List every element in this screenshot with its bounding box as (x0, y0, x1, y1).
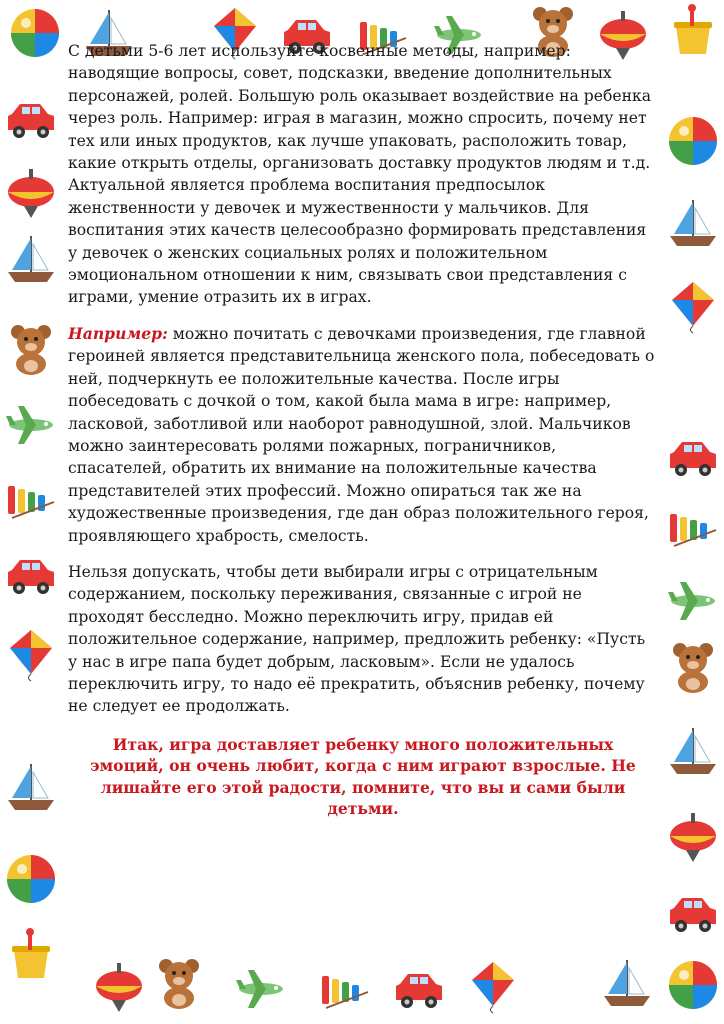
bucket-icon (666, 4, 720, 58)
car-icon (392, 962, 446, 1016)
bear-icon (666, 640, 720, 694)
car-icon (4, 548, 58, 602)
paragraph-2-lead: Например: (68, 323, 168, 343)
ball-icon (666, 958, 720, 1012)
paragraph-2 (68, 323, 658, 547)
plane-icon (4, 398, 58, 452)
ball-icon (8, 6, 62, 60)
car-icon (666, 886, 720, 940)
conclusion: Итак, игра доставляет ребенку много положительных эмоций, он очень любит, когда с ним играют взрослые. Не лишайте его этой радости, помните, что вы и сами были детьми. (90, 734, 636, 819)
ball-icon (4, 852, 58, 906)
plane-icon (234, 962, 288, 1016)
boat-icon (666, 724, 720, 778)
kite-icon (666, 280, 720, 334)
boat-icon (4, 760, 58, 814)
kite-icon (466, 960, 520, 1014)
top-icon (666, 810, 720, 864)
bear-icon (4, 322, 58, 376)
boat-icon (4, 232, 58, 286)
bucket-icon (4, 928, 58, 982)
kite-icon (4, 628, 58, 682)
top-icon (92, 960, 146, 1014)
paragraph-3: Нельзя допускать, чтобы дети выбирали игры с отрицательным содержанием, поскольку переживания, связанные с игрой не проходят бесследно. Можно переключить игру, придав ей положительное содержание, например, предложить ребенку: «Пусть у нас в игре папа будет добрым, ласковым». Если не удалось переключить игру, то надо её прекратить, объяснив ребенку, почему не следует ее продолжать. (68, 562, 646, 716)
boat-icon (600, 956, 654, 1010)
xylo-icon (4, 472, 58, 526)
car-icon (666, 430, 720, 484)
paragraph-1: С детьми 5-6 лет используйте косвенные методы, например: наводящие вопросы, совет, подсказки, введение дополнительных персонажей, ролей. Большую роль оказывает воздействие на ребенка через роль. Например: играя в магазин, можно спросить, почему нет тех или иных продуктов, как лучше упаковать, расположить товар, какие открыть отделы, организовать доставку продуктов людям и т.д. Актуальной является проблема воспитания предпосылок женственности у девочек и мужественности у мальчиков. Для воспитания этих качеств целесообразно формировать представления у девочек о женских социальных ролях и положительном эмоциональном отношении к ним, связывать свои представления с играми, умение отразить их в играх. (68, 42, 652, 307)
xylo-icon (666, 500, 720, 554)
bear-icon (152, 956, 206, 1010)
boat-icon (666, 196, 720, 250)
ball-icon (666, 114, 720, 168)
paragraph-2-body: можно почитать с девочками произведения, где главной героиней является представительница женского пола, побеседовать о ней, подчеркнуть ее положительные качества. После игры побеседовать с дочкой о том, какой была мама в игре: например, ласковой, заботливой или наоборот равнодушной, злой. Мальчиков можно заинтересовать ролями пожарных, пограничников, спасателей, обратить их внимание на положительные качества представителей этих профессий. Можно опираться так же на художественные произведения, где дан образ положительного героя, проявляющего храбрость, смелость. (68, 324, 655, 545)
article-text (68, 40, 658, 820)
plane-icon (666, 574, 720, 628)
top-icon (4, 166, 58, 220)
xylo-icon (318, 962, 372, 1016)
car-icon (4, 92, 58, 146)
